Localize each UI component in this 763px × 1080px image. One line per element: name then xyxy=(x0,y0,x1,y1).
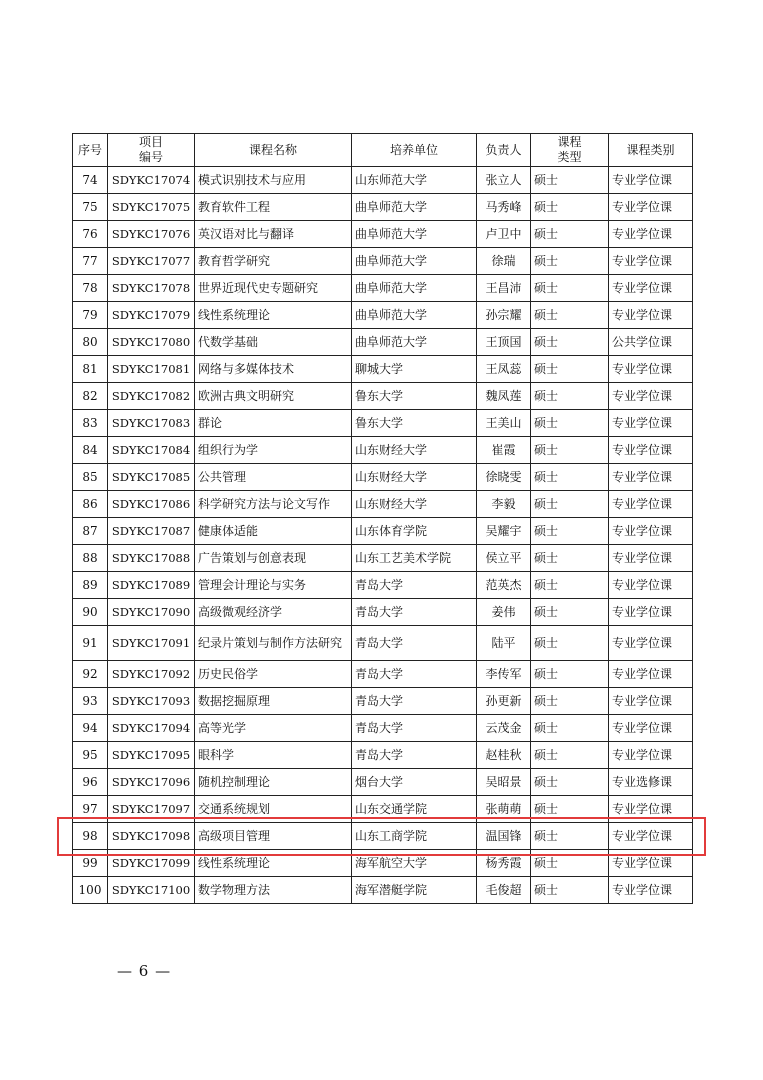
cell-num: 80 xyxy=(73,329,108,356)
cell-type: 硕士 xyxy=(531,383,609,410)
cell-course: 线性系统理论 xyxy=(195,850,352,877)
table-row xyxy=(73,661,693,688)
cell-lead: 马秀峰 xyxy=(477,194,531,221)
cell-type: 硕士 xyxy=(531,823,609,850)
cell-code: SDYKC17096 xyxy=(108,769,195,796)
cell-unit: 曲阜师范大学 xyxy=(352,221,477,248)
cell-code: SDYKC17084 xyxy=(108,437,195,464)
cell-code: SDYKC17093 xyxy=(108,688,195,715)
cell-type: 硕士 xyxy=(531,850,609,877)
cell-code: SDYKC17087 xyxy=(108,518,195,545)
cell-code: SDYKC17092 xyxy=(108,661,195,688)
cell-category: 专业学位课 xyxy=(609,599,693,626)
cell-type: 硕士 xyxy=(531,464,609,491)
cell-lead: 王美山 xyxy=(477,410,531,437)
table-row xyxy=(73,545,693,572)
cell-num: 74 xyxy=(73,167,108,194)
cell-type: 硕士 xyxy=(531,599,609,626)
cell-course: 代数学基础 xyxy=(195,329,352,356)
header-code-line2: 编号 xyxy=(138,150,163,164)
cell-unit: 山东工艺美术学院 xyxy=(352,545,477,572)
cell-num: 97 xyxy=(73,796,108,823)
table-row xyxy=(73,248,693,275)
cell-unit: 青岛大学 xyxy=(352,661,477,688)
cell-num: 86 xyxy=(73,491,108,518)
cell-course: 世界近现代史专题研究 xyxy=(195,275,352,302)
cell-category: 专业学位课 xyxy=(609,661,693,688)
cell-type: 硕士 xyxy=(531,248,609,275)
cell-num: 88 xyxy=(73,545,108,572)
cell-course: 眼科学 xyxy=(195,742,352,769)
cell-type: 硕士 xyxy=(531,356,609,383)
table-row xyxy=(73,850,693,877)
cell-category: 专业学位课 xyxy=(609,410,693,437)
cell-course: 教育软件工程 xyxy=(195,194,352,221)
cell-code: SDYKC17077 xyxy=(108,248,195,275)
cell-num: 98 xyxy=(73,823,108,850)
cell-code: SDYKC17100 xyxy=(108,877,195,904)
cell-lead: 魏凤莲 xyxy=(477,383,531,410)
cell-lead: 杨秀霞 xyxy=(477,850,531,877)
cell-type: 硕士 xyxy=(531,221,609,248)
cell-course: 欧洲古典文明研究 xyxy=(195,383,352,410)
cell-category: 专业学位课 xyxy=(609,356,693,383)
cell-unit: 山东交通学院 xyxy=(352,796,477,823)
cell-num: 78 xyxy=(73,275,108,302)
cell-code: SDYKC17088 xyxy=(108,545,195,572)
cell-code: SDYKC17074 xyxy=(108,167,195,194)
cell-course: 组织行为学 xyxy=(195,437,352,464)
table-row xyxy=(73,329,693,356)
cell-type: 硕士 xyxy=(531,796,609,823)
cell-code: SDYKC17091 xyxy=(108,626,195,661)
cell-course: 数学物理方法 xyxy=(195,877,352,904)
cell-num: 83 xyxy=(73,410,108,437)
cell-type: 硕士 xyxy=(531,769,609,796)
cell-type: 硕士 xyxy=(531,302,609,329)
cell-category: 专业学位课 xyxy=(609,464,693,491)
table-row xyxy=(73,796,693,823)
table-body xyxy=(73,167,693,904)
cell-unit: 青岛大学 xyxy=(352,626,477,661)
cell-code: SDYKC17086 xyxy=(108,491,195,518)
cell-num: 87 xyxy=(73,518,108,545)
table-row xyxy=(73,742,693,769)
cell-category: 专业学位课 xyxy=(609,437,693,464)
cell-num: 81 xyxy=(73,356,108,383)
cell-unit: 山东财经大学 xyxy=(352,437,477,464)
cell-unit: 曲阜师范大学 xyxy=(352,248,477,275)
cell-num: 92 xyxy=(73,661,108,688)
cell-unit: 青岛大学 xyxy=(352,688,477,715)
table-row xyxy=(73,221,693,248)
cell-course: 管理会计理论与实务 xyxy=(195,572,352,599)
cell-course: 高级项目管理 xyxy=(195,823,352,850)
cell-lead: 范英杰 xyxy=(477,572,531,599)
table-row xyxy=(73,572,693,599)
table-row xyxy=(73,437,693,464)
cell-type: 硕士 xyxy=(531,715,609,742)
cell-code: SDYKC17078 xyxy=(108,275,195,302)
cell-num: 91 xyxy=(73,626,108,661)
cell-category: 专业学位课 xyxy=(609,275,693,302)
header-lead: 负责人 xyxy=(477,134,531,167)
cell-num: 90 xyxy=(73,599,108,626)
cell-category: 专业学位课 xyxy=(609,796,693,823)
cell-type: 硕士 xyxy=(531,437,609,464)
cell-code: SDYKC17095 xyxy=(108,742,195,769)
cell-course: 教育哲学研究 xyxy=(195,248,352,275)
cell-num: 94 xyxy=(73,715,108,742)
cell-lead: 张立人 xyxy=(477,167,531,194)
cell-lead: 温国锋 xyxy=(477,823,531,850)
cell-unit: 青岛大学 xyxy=(352,742,477,769)
cell-code: SDYKC17094 xyxy=(108,715,195,742)
cell-course: 英汉语对比与翻译 xyxy=(195,221,352,248)
cell-category: 专业学位课 xyxy=(609,572,693,599)
cell-num: 82 xyxy=(73,383,108,410)
cell-lead: 吴耀宇 xyxy=(477,518,531,545)
cell-type: 硕士 xyxy=(531,329,609,356)
cell-code: SDYKC17099 xyxy=(108,850,195,877)
cell-code: SDYKC17081 xyxy=(108,356,195,383)
table-row xyxy=(73,194,693,221)
cell-type: 硕士 xyxy=(531,572,609,599)
cell-course: 数据挖掘原理 xyxy=(195,688,352,715)
table-row xyxy=(73,302,693,329)
cell-unit: 青岛大学 xyxy=(352,572,477,599)
table-row xyxy=(73,626,693,661)
header-code xyxy=(108,134,195,167)
cell-unit: 曲阜师范大学 xyxy=(352,275,477,302)
cell-lead: 孙更新 xyxy=(477,688,531,715)
cell-category: 专业选修课 xyxy=(609,769,693,796)
cell-lead: 张萌萌 xyxy=(477,796,531,823)
cell-code: SDYKC17089 xyxy=(108,572,195,599)
cell-code: SDYKC17083 xyxy=(108,410,195,437)
cell-num: 89 xyxy=(73,572,108,599)
table-row xyxy=(73,464,693,491)
cell-num: 75 xyxy=(73,194,108,221)
cell-category: 专业学位课 xyxy=(609,221,693,248)
cell-course: 模式识别技术与应用 xyxy=(195,167,352,194)
cell-lead: 王昌沛 xyxy=(477,275,531,302)
table-row xyxy=(73,877,693,904)
cell-course: 随机控制理论 xyxy=(195,769,352,796)
cell-category: 专业学位课 xyxy=(609,715,693,742)
table-header-row xyxy=(73,134,693,167)
cell-category: 专业学位课 xyxy=(609,248,693,275)
cell-category: 专业学位课 xyxy=(609,742,693,769)
cell-code: SDYKC17098 xyxy=(108,823,195,850)
header-type-line2: 类型 xyxy=(557,150,582,164)
cell-type: 硕士 xyxy=(531,626,609,661)
cell-category: 专业学位课 xyxy=(609,194,693,221)
cell-num: 95 xyxy=(73,742,108,769)
cell-category: 专业学位课 xyxy=(609,850,693,877)
cell-course: 科学研究方法与论文写作 xyxy=(195,491,352,518)
cell-code: SDYKC17090 xyxy=(108,599,195,626)
cell-lead: 姜伟 xyxy=(477,599,531,626)
cell-category: 专业学位课 xyxy=(609,545,693,572)
cell-code: SDYKC17085 xyxy=(108,464,195,491)
cell-category: 专业学位课 xyxy=(609,383,693,410)
cell-num: 76 xyxy=(73,221,108,248)
table-row xyxy=(73,383,693,410)
cell-num: 84 xyxy=(73,437,108,464)
cell-category: 专业学位课 xyxy=(609,167,693,194)
header-num: 序号 xyxy=(73,134,108,167)
cell-code: SDYKC17080 xyxy=(108,329,195,356)
cell-unit: 山东师范大学 xyxy=(352,167,477,194)
cell-unit: 海军潜艇学院 xyxy=(352,877,477,904)
cell-code: SDYKC17079 xyxy=(108,302,195,329)
cell-lead: 赵桂秋 xyxy=(477,742,531,769)
cell-lead: 侯立平 xyxy=(477,545,531,572)
cell-lead: 毛俊超 xyxy=(477,877,531,904)
cell-type: 硕士 xyxy=(531,275,609,302)
cell-course: 交通系统规划 xyxy=(195,796,352,823)
cell-type: 硕士 xyxy=(531,877,609,904)
cell-type: 硕士 xyxy=(531,545,609,572)
table-row xyxy=(73,715,693,742)
table-row xyxy=(73,491,693,518)
cell-unit: 曲阜师范大学 xyxy=(352,194,477,221)
cell-lead: 云茂金 xyxy=(477,715,531,742)
table-row xyxy=(73,410,693,437)
cell-unit: 山东财经大学 xyxy=(352,491,477,518)
cell-code: SDYKC17097 xyxy=(108,796,195,823)
page-number: — 6 — xyxy=(117,962,172,980)
cell-category: 专业学位课 xyxy=(609,626,693,661)
cell-type: 硕士 xyxy=(531,410,609,437)
cell-type: 硕士 xyxy=(531,491,609,518)
table-row xyxy=(73,769,693,796)
cell-type: 硕士 xyxy=(531,688,609,715)
cell-category: 专业学位课 xyxy=(609,518,693,545)
table-row xyxy=(73,275,693,302)
cell-course: 公共管理 xyxy=(195,464,352,491)
cell-lead: 李毅 xyxy=(477,491,531,518)
cell-unit: 鲁东大学 xyxy=(352,383,477,410)
cell-category: 公共学位课 xyxy=(609,329,693,356)
header-category: 课程类别 xyxy=(609,134,693,167)
cell-unit: 曲阜师范大学 xyxy=(352,329,477,356)
cell-code: SDYKC17076 xyxy=(108,221,195,248)
header-course: 课程名称 xyxy=(195,134,352,167)
cell-code: SDYKC17082 xyxy=(108,383,195,410)
cell-num: 93 xyxy=(73,688,108,715)
cell-course: 历史民俗学 xyxy=(195,661,352,688)
cell-unit: 山东工商学院 xyxy=(352,823,477,850)
table-row xyxy=(73,599,693,626)
cell-num: 100 xyxy=(73,877,108,904)
cell-course: 群论 xyxy=(195,410,352,437)
cell-unit: 青岛大学 xyxy=(352,599,477,626)
cell-lead: 陆平 xyxy=(477,626,531,661)
cell-course: 高级微观经济学 xyxy=(195,599,352,626)
cell-category: 专业学位课 xyxy=(609,491,693,518)
cell-lead: 王顶国 xyxy=(477,329,531,356)
cell-course: 高等光学 xyxy=(195,715,352,742)
cell-num: 96 xyxy=(73,769,108,796)
cell-unit: 海军航空大学 xyxy=(352,850,477,877)
cell-lead: 徐晓雯 xyxy=(477,464,531,491)
table-row xyxy=(73,356,693,383)
cell-lead: 徐瑞 xyxy=(477,248,531,275)
table-row xyxy=(73,688,693,715)
cell-lead: 李传军 xyxy=(477,661,531,688)
cell-course: 广告策划与创意表现 xyxy=(195,545,352,572)
cell-lead: 崔霞 xyxy=(477,437,531,464)
cell-unit: 烟台大学 xyxy=(352,769,477,796)
cell-unit: 聊城大学 xyxy=(352,356,477,383)
table-row xyxy=(73,167,693,194)
cell-num: 79 xyxy=(73,302,108,329)
cell-course: 线性系统理论 xyxy=(195,302,352,329)
cell-course: 网络与多媒体技术 xyxy=(195,356,352,383)
header-type xyxy=(531,134,609,167)
cell-category: 专业学位课 xyxy=(609,823,693,850)
header-code-line1: 项目 xyxy=(138,135,163,149)
table-row xyxy=(73,823,693,850)
cell-unit: 山东体育学院 xyxy=(352,518,477,545)
cell-type: 硕士 xyxy=(531,167,609,194)
cell-unit: 鲁东大学 xyxy=(352,410,477,437)
cell-category: 专业学位课 xyxy=(609,302,693,329)
cell-lead: 吴昭景 xyxy=(477,769,531,796)
cell-type: 硕士 xyxy=(531,661,609,688)
header-unit: 培养单位 xyxy=(352,134,477,167)
cell-code: SDYKC17075 xyxy=(108,194,195,221)
table-row xyxy=(73,518,693,545)
cell-category: 专业学位课 xyxy=(609,877,693,904)
cell-course: 健康体适能 xyxy=(195,518,352,545)
cell-lead: 卢卫中 xyxy=(477,221,531,248)
cell-unit: 青岛大学 xyxy=(352,715,477,742)
cell-unit: 山东财经大学 xyxy=(352,464,477,491)
cell-type: 硕士 xyxy=(531,518,609,545)
cell-num: 77 xyxy=(73,248,108,275)
cell-category: 专业学位课 xyxy=(609,688,693,715)
cell-lead: 王凤蕊 xyxy=(477,356,531,383)
cell-type: 硕士 xyxy=(531,194,609,221)
cell-lead: 孙宗耀 xyxy=(477,302,531,329)
header-type-line1: 课程 xyxy=(557,135,582,149)
course-table xyxy=(72,133,693,904)
cell-course: 纪录片策划与制作方法研究 xyxy=(195,626,352,661)
cell-num: 99 xyxy=(73,850,108,877)
cell-type: 硕士 xyxy=(531,742,609,769)
cell-unit: 曲阜师范大学 xyxy=(352,302,477,329)
cell-num: 85 xyxy=(73,464,108,491)
